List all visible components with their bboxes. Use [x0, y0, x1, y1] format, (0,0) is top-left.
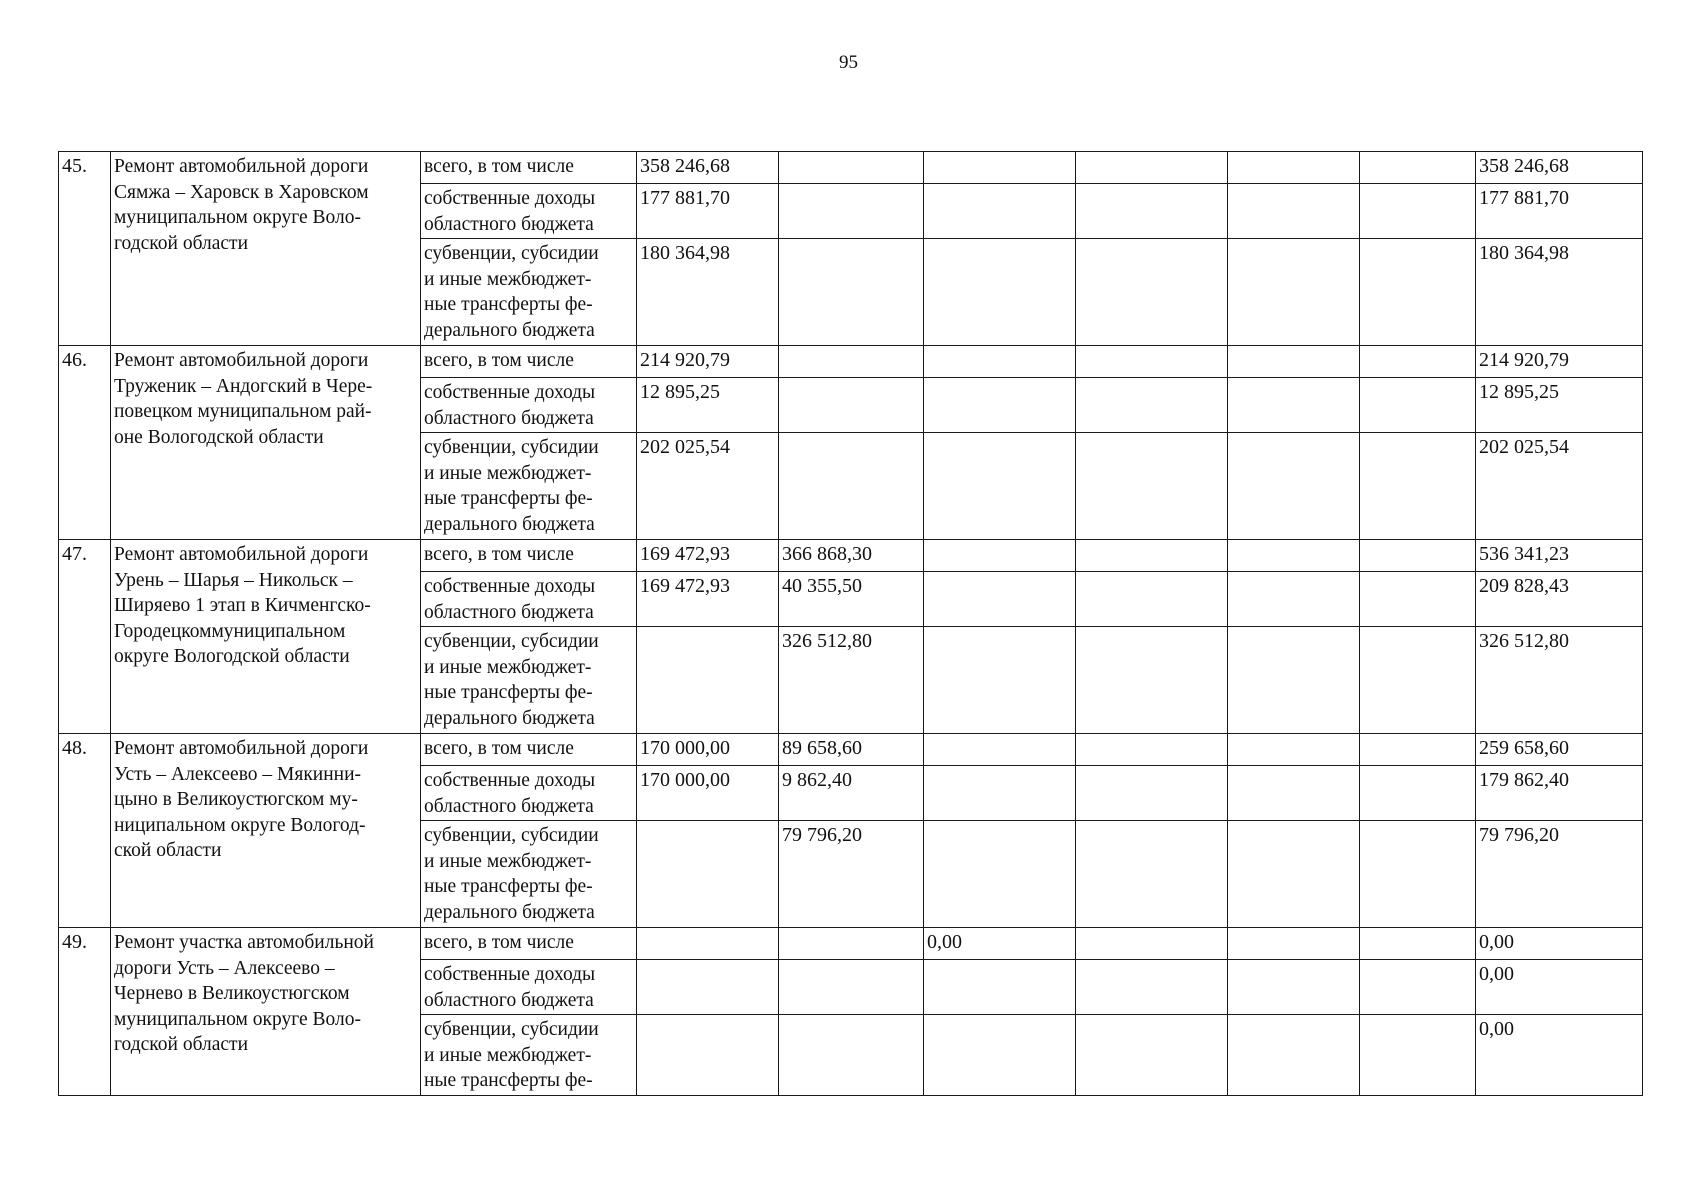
road-name-cell [111, 346, 421, 540]
year-value-cell [1360, 821, 1476, 928]
table-row [59, 346, 1643, 378]
year-value-cell: 169 472,93 [637, 572, 779, 627]
funding-type-line: дерального бюджета [424, 901, 595, 923]
total-value-cell: 358 246,68 [1476, 152, 1643, 184]
year-value-cell [1360, 572, 1476, 627]
year-value-cell [924, 766, 1076, 821]
total-value-cell: 0,00 [1476, 960, 1643, 1015]
road-name-line: Усть – Алексеево – Мякинни- [114, 763, 362, 785]
year-value-cell [779, 960, 924, 1015]
year-value-cell [1076, 928, 1228, 960]
year-value-cell [1228, 928, 1360, 960]
year-value-cell: 180 364,98 [637, 239, 779, 346]
funding-type-line: областного бюджета [424, 213, 594, 235]
row-index-cell: 49. [59, 928, 111, 1096]
year-value-cell [1076, 152, 1228, 184]
year-value-cell: 358 246,68 [637, 152, 779, 184]
total-value-cell: 202 025,54 [1476, 433, 1643, 540]
funding-type-cell [421, 928, 637, 960]
road-name-line: годской области [114, 232, 249, 254]
funding-type-line: всего, в том числе [424, 738, 574, 759]
road-name-line: цыно в Великоустюгском му- [114, 789, 358, 810]
year-value-cell: 202 025,54 [637, 433, 779, 540]
road-name-line: Ширяево 1 этап в Кичменгско- [114, 595, 371, 616]
funding-type-cell [421, 239, 637, 346]
funding-type-cell [421, 1015, 637, 1096]
road-name-line: муниципальном округе Воло- [114, 1008, 361, 1030]
total-value-cell: 179 862,40 [1476, 766, 1643, 821]
row-index-cell: 46. [59, 346, 111, 540]
road-name-cell [111, 152, 421, 346]
year-value-cell [1228, 1015, 1360, 1096]
year-value-cell [1228, 346, 1360, 378]
funding-type-line: и иные межбюджет- [424, 1044, 592, 1066]
funding-type-line: ные трансферты фе- [424, 488, 593, 509]
funding-type-cell [421, 766, 637, 821]
road-name-line: повецком муниципальном рай- [114, 401, 372, 422]
road-name-line: Ремонт автомобильной дороги [114, 156, 369, 177]
year-value-cell [1228, 821, 1360, 928]
funding-type-cell [421, 734, 637, 766]
road-name-line: Ремонт участка автомобильной [114, 932, 374, 953]
year-value-cell [1076, 766, 1228, 821]
total-value-cell: 214 920,79 [1476, 346, 1643, 378]
year-value-cell: 366 868,30 [779, 540, 924, 572]
year-value-cell [1076, 1015, 1228, 1096]
funding-type-line: ные трансферты фе- [424, 682, 593, 703]
total-value-cell: 79 796,20 [1476, 821, 1643, 928]
year-value-cell: 40 355,50 [779, 572, 924, 627]
funding-type-cell [421, 433, 637, 540]
road-name-line: Городецкоммуниципальном [114, 620, 346, 642]
funding-type-cell [421, 627, 637, 734]
year-value-cell [1360, 766, 1476, 821]
year-value-cell [924, 184, 1076, 239]
year-value-cell [1360, 184, 1476, 239]
year-value-cell [1360, 433, 1476, 540]
road-name-line: ской области [114, 840, 222, 861]
year-value-cell [1228, 378, 1360, 433]
funding-type-line: собственные доходы [424, 964, 596, 985]
year-value-cell [1076, 239, 1228, 346]
funding-type-cell [421, 378, 637, 433]
funding-type-line: субвенции, субсидии [424, 437, 599, 458]
year-value-cell [1228, 184, 1360, 239]
row-index-cell: 48. [59, 734, 111, 928]
year-value-cell [779, 928, 924, 960]
funding-type-line: всего, в том числе [424, 350, 574, 371]
funding-type-line: субвенции, субсидии [424, 1019, 599, 1040]
year-value-cell [1076, 433, 1228, 540]
funding-type-line: всего, в том числе [424, 156, 574, 177]
road-name-line: Сямжа – Харовск в Харовском [114, 181, 369, 203]
year-value-cell [1228, 152, 1360, 184]
funding-type-cell [421, 821, 637, 928]
road-name-line: Урень – Шарья – Никольск – [114, 569, 353, 591]
year-value-cell [1076, 378, 1228, 433]
total-value-cell: 0,00 [1476, 928, 1643, 960]
year-value-cell [1360, 928, 1476, 960]
table-row [59, 152, 1643, 184]
row-index-cell: 45. [59, 152, 111, 346]
year-value-cell: 214 920,79 [637, 346, 779, 378]
year-value-cell [1360, 540, 1476, 572]
year-value-cell [1076, 540, 1228, 572]
total-value-cell: 0,00 [1476, 1015, 1643, 1096]
year-value-cell [924, 821, 1076, 928]
year-value-cell [924, 346, 1076, 378]
year-value-cell [1076, 627, 1228, 734]
year-value-cell: 79 796,20 [779, 821, 924, 928]
road-name-line: Труженик – Андогский в Чере- [114, 375, 373, 397]
funding-type-line: областного бюджета [424, 795, 594, 817]
funding-type-cell [421, 184, 637, 239]
funding-type-cell [421, 152, 637, 184]
road-name-line: ниципальном округе Вологод- [114, 814, 366, 836]
funding-type-line: областного бюджета [424, 601, 594, 623]
year-value-cell [1076, 960, 1228, 1015]
year-value-cell [1228, 960, 1360, 1015]
year-value-cell [1360, 239, 1476, 346]
year-value-cell [779, 433, 924, 540]
year-value-cell [637, 627, 779, 734]
road-name-line: Ремонт автомобильной дороги [114, 544, 369, 565]
table-row [59, 928, 1643, 960]
funding-type-line: областного бюджета [424, 407, 594, 429]
funding-type-line: ные трансферты фе- [424, 294, 593, 315]
year-value-cell [1076, 346, 1228, 378]
year-value-cell: 326 512,80 [779, 627, 924, 734]
road-name-line: муниципальном округе Воло- [114, 207, 361, 228]
table-row [59, 540, 1643, 572]
year-value-cell: 12 895,25 [637, 378, 779, 433]
road-name-line: Чернево в Великоустюгском [114, 983, 350, 1004]
funding-type-line: субвенции, субсидии [424, 243, 599, 264]
year-value-cell [1228, 734, 1360, 766]
year-value-cell [637, 960, 779, 1015]
year-value-cell [1228, 572, 1360, 627]
year-value-cell [779, 346, 924, 378]
year-value-cell [779, 1015, 924, 1096]
year-value-cell [924, 433, 1076, 540]
funding-type-line: всего, в том числе [424, 544, 574, 565]
year-value-cell [1228, 627, 1360, 734]
year-value-cell: 9 862,40 [779, 766, 924, 821]
year-value-cell [924, 152, 1076, 184]
year-value-cell [1360, 378, 1476, 433]
year-value-cell [779, 378, 924, 433]
funding-type-cell [421, 572, 637, 627]
funding-type-cell [421, 540, 637, 572]
funding-type-cell [421, 346, 637, 378]
funding-type-line: и иные межбюджет- [424, 268, 592, 290]
year-value-cell [1076, 734, 1228, 766]
year-value-cell [924, 572, 1076, 627]
funding-type-line: субвенции, субсидии [424, 631, 599, 652]
road-name-line: Ремонт автомобильной дороги [114, 738, 369, 759]
total-value-cell: 177 881,70 [1476, 184, 1643, 239]
road-name-line: Ремонт автомобильной дороги [114, 350, 369, 371]
year-value-cell [1360, 152, 1476, 184]
budget-table [58, 151, 1643, 1096]
year-value-cell [1076, 821, 1228, 928]
year-value-cell [637, 821, 779, 928]
year-value-cell [924, 378, 1076, 433]
year-value-cell [637, 928, 779, 960]
year-value-cell [779, 152, 924, 184]
funding-type-line: и иные межбюджет- [424, 850, 592, 872]
year-value-cell [1360, 960, 1476, 1015]
year-value-cell [779, 184, 924, 239]
year-value-cell [637, 1015, 779, 1096]
funding-type-line: собственные доходы [424, 576, 596, 597]
funding-type-line: и иные межбюджет- [424, 656, 592, 678]
year-value-cell: 89 658,60 [779, 734, 924, 766]
funding-type-line: собственные доходы [424, 382, 596, 403]
year-value-cell [1076, 572, 1228, 627]
funding-type-line: собственные доходы [424, 188, 596, 209]
year-value-cell [924, 960, 1076, 1015]
year-value-cell [1360, 627, 1476, 734]
funding-type-line: всего, в том числе [424, 932, 574, 953]
year-value-cell: 170 000,00 [637, 766, 779, 821]
road-name-line: дороги Усть – Алексеево – [114, 957, 335, 979]
year-value-cell [924, 1015, 1076, 1096]
funding-type-line: и иные межбюджет- [424, 462, 592, 484]
year-value-cell [1228, 433, 1360, 540]
total-value-cell: 259 658,60 [1476, 734, 1643, 766]
year-value-cell [1228, 766, 1360, 821]
road-name-line: оне Вологодской области [114, 426, 324, 448]
year-value-cell: 177 881,70 [637, 184, 779, 239]
year-value-cell [924, 540, 1076, 572]
year-value-cell [1360, 734, 1476, 766]
total-value-cell: 536 341,23 [1476, 540, 1643, 572]
year-value-cell [1076, 184, 1228, 239]
funding-type-cell [421, 960, 637, 1015]
road-name-cell [111, 540, 421, 734]
road-name-cell [111, 734, 421, 928]
total-value-cell: 209 828,43 [1476, 572, 1643, 627]
year-value-cell: 169 472,93 [637, 540, 779, 572]
year-value-cell [1360, 1015, 1476, 1096]
funding-type-line: дерального бюджета [424, 319, 595, 341]
table-row [59, 734, 1643, 766]
total-value-cell: 326 512,80 [1476, 627, 1643, 734]
year-value-cell [924, 734, 1076, 766]
funding-type-line: дерального бюджета [424, 707, 595, 729]
year-value-cell [1228, 239, 1360, 346]
total-value-cell: 180 364,98 [1476, 239, 1643, 346]
road-name-line: годской области [114, 1034, 249, 1055]
funding-type-line: субвенции, субсидии [424, 825, 599, 846]
road-name-line: округе Вологодской области [114, 646, 350, 667]
funding-type-line: собственные доходы [424, 770, 596, 791]
funding-type-line: ные трансферты фе- [424, 1070, 593, 1091]
funding-type-line: ные трансферты фе- [424, 876, 593, 897]
funding-type-line: дерального бюджета [424, 513, 595, 535]
year-value-cell: 170 000,00 [637, 734, 779, 766]
year-value-cell [924, 239, 1076, 346]
road-name-cell [111, 928, 421, 1096]
page-number: 95 [839, 52, 858, 73]
total-value-cell: 12 895,25 [1476, 378, 1643, 433]
year-value-cell [1360, 346, 1476, 378]
year-value-cell [924, 627, 1076, 734]
row-index-cell: 47. [59, 540, 111, 734]
year-value-cell [779, 239, 924, 346]
year-value-cell [1228, 540, 1360, 572]
year-value-cell: 0,00 [924, 928, 1076, 960]
funding-type-line: областного бюджета [424, 989, 594, 1011]
